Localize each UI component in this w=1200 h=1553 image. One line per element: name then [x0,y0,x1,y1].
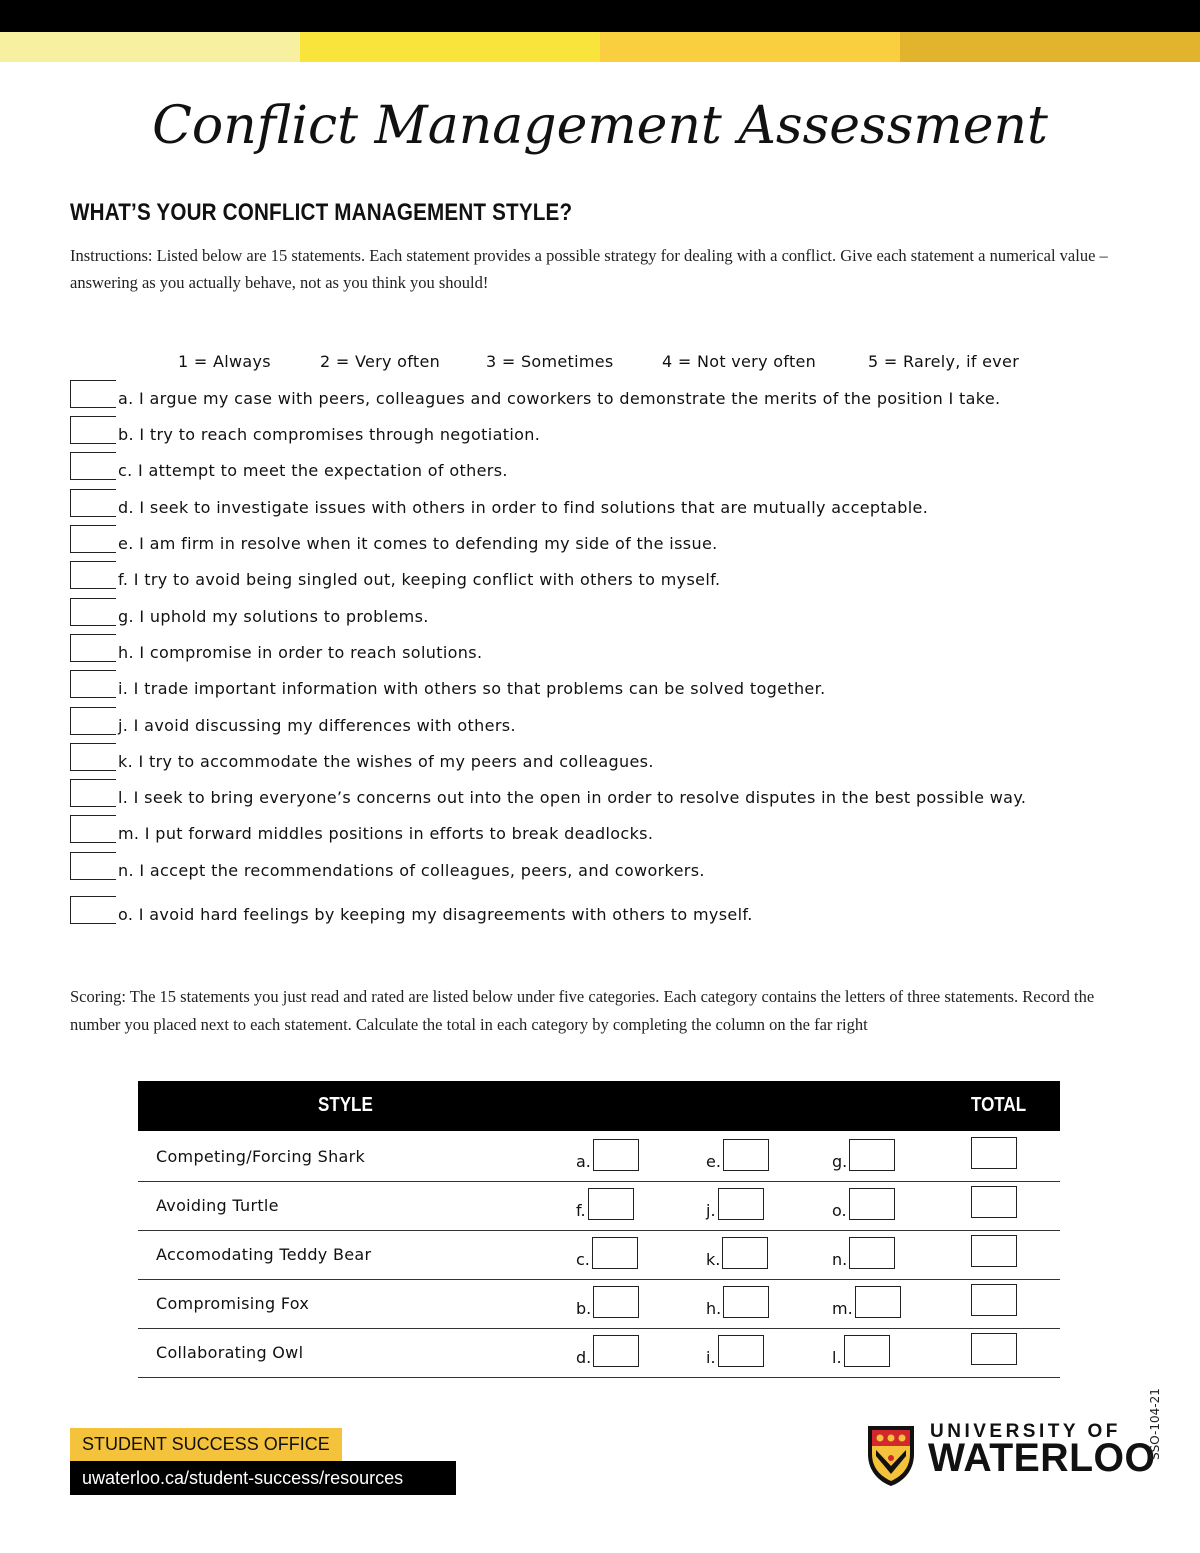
letter-label: k. [706,1250,721,1269]
statement-a [70,376,1000,408]
score-cell [832,1186,895,1220]
statement-text: c. I attempt to meet the expectation of others. [118,461,508,480]
score-box[interactable] [718,1188,764,1220]
rating-box-f[interactable] [70,561,116,589]
total-box[interactable] [971,1137,1017,1169]
score-box[interactable] [849,1188,895,1220]
statement-l [70,775,1026,807]
score-box[interactable] [723,1139,769,1171]
table-row [138,1133,1060,1182]
statement-text: h. I compromise in order to reach solutions. [118,643,483,662]
letter-label: c. [576,1250,590,1269]
score-cell [832,1284,901,1318]
statement-e [70,521,718,553]
top-black-bar [0,0,1200,32]
style-name: Collaborating Owl [156,1343,304,1362]
university-line-1: UNIVERSITY OF [930,1421,1121,1442]
statement-text: i. I trade important information with others so that problems can be solved together. [118,679,826,698]
scoring-text: Scoring: The 15 statements you just read and rated are listed below under five categories. Each category contains the letters of three statements. Record the number you placed next to each statement. Calculate the total in each category by completing the column on the far right [70,987,1095,1034]
scale-5: 5 = Rarely, if ever [868,352,1020,371]
section-heading: WHAT’S YOUR CONFLICT MANAGEMENT STYLE? [70,199,573,226]
rating-box-d[interactable] [70,489,116,517]
office-label: STUDENT SUCCESS OFFICE [70,1428,342,1461]
score-table-header [138,1081,1060,1131]
header-style: STYLE [318,1094,373,1116]
statement-text: j. I avoid discussing my differences with others. [118,716,516,735]
statement-text: a. I argue my case with peers, colleagues and coworkers to demonstrate the merits of the position I take. [118,389,1001,408]
rating-box-l[interactable] [70,779,116,807]
score-cell [706,1333,764,1367]
table-row [138,1182,1060,1231]
statement-text: n. I accept the recommendations of colleagues, peers, and coworkers. [118,861,705,880]
waterloo-crest-icon [866,1424,916,1488]
score-cell [832,1137,895,1171]
score-box[interactable] [722,1237,768,1269]
letter-label: b. [576,1299,592,1318]
score-box[interactable] [855,1286,901,1318]
score-box[interactable] [718,1335,764,1367]
score-cell [832,1333,890,1367]
style-name: Competing/Forcing Shark [156,1147,366,1166]
style-name: Accomodating Teddy Bear [156,1245,372,1264]
stripe-4 [900,32,1200,62]
rating-box-m[interactable] [70,815,116,843]
score-box[interactable] [849,1139,895,1171]
rating-box-e[interactable] [70,525,116,553]
statement-text: g. I uphold my solutions to problems. [118,607,429,626]
rating-box-o[interactable] [70,896,116,924]
table-row [138,1231,1060,1280]
color-stripes [0,32,1200,62]
statement-d [70,485,928,517]
score-cell [576,1333,639,1367]
scale-2: 2 = Very often [320,352,441,371]
university-line-2: WATERLOO [928,1436,1156,1480]
score-cell [576,1235,638,1269]
total-box[interactable] [971,1186,1017,1218]
scale-4: 4 = Not very often [662,352,817,371]
rating-box-c[interactable] [70,452,116,480]
letter-label: m. [832,1299,853,1318]
score-box[interactable] [723,1286,769,1318]
rating-box-i[interactable] [70,670,116,698]
rating-box-a[interactable] [70,380,116,408]
letter-label: n. [832,1250,848,1269]
score-box[interactable] [588,1188,634,1220]
statement-text: e. I am firm in resolve when it comes to defending my side of the issue. [118,534,718,553]
rating-box-k[interactable] [70,743,116,771]
score-cell [576,1284,639,1318]
statement-f [70,557,720,589]
table-row [138,1329,1060,1378]
rating-box-n[interactable] [70,852,116,880]
statement-text: f. I try to avoid being singled out, keeping conflict with others to myself. [118,570,721,589]
letter-label: h. [706,1299,722,1318]
statement-text: l. I seek to bring everyone’s concerns out into the open in order to resolve disputes in the best possible way. [118,788,1027,807]
header-total: TOTAL [971,1094,1027,1116]
score-cell [576,1137,639,1171]
letter-label: j. [706,1201,716,1220]
statement-m [70,811,653,843]
statement-o [70,892,753,924]
scale-3: 3 = Sometimes [486,352,614,371]
score-box[interactable] [593,1139,639,1171]
total-box[interactable] [971,1333,1017,1365]
statement-b [70,412,540,444]
score-cell [706,1284,769,1318]
score-box[interactable] [593,1286,639,1318]
document-code: SSO-104-21 [1148,1388,1162,1460]
instructions-text: Instructions: Listed below are 15 statements. Each statement provides a possible strategy for dealing with a conflict. Give each statement a numerical value – answering as you actually behave, not as you think you should! [70,246,1108,292]
score-cell [832,1235,895,1269]
style-name: Avoiding Turtle [156,1196,279,1215]
score-box[interactable] [593,1335,639,1367]
letter-label: a. [576,1152,591,1171]
score-box[interactable] [592,1237,638,1269]
statement-k [70,739,654,771]
statement-h [70,630,482,662]
statement-text: o. I avoid hard feelings by keeping my disagreements with others to myself. [118,905,753,924]
style-name: Compromising Fox [156,1294,310,1313]
stripe-1 [0,32,300,62]
letter-label: g. [832,1152,848,1171]
score-cell [706,1235,768,1269]
statement-n [70,848,705,880]
stripe-2 [300,32,600,62]
statement-text: m. I put forward middles positions in efforts to break deadlocks. [118,824,654,843]
rating-box-g[interactable] [70,598,116,626]
table-row [138,1280,1060,1329]
statement-g [70,594,429,626]
page-title: Conflict Management Assessment [152,96,1048,156]
rating-box-h[interactable] [70,634,116,662]
letter-label: e. [706,1152,721,1171]
letter-label: d. [576,1348,592,1367]
total-box[interactable] [971,1235,1017,1267]
score-cell [706,1137,769,1171]
letter-label: f. [576,1201,586,1220]
total-box[interactable] [971,1284,1017,1316]
rating-box-j[interactable] [70,707,116,735]
statement-text: d. I seek to investigate issues with others in order to find solutions that are mutually acceptable. [118,498,929,517]
letter-label: l. [832,1348,842,1367]
score-box[interactable] [849,1237,895,1269]
scale-1: 1 = Always [178,352,271,371]
stripe-3 [600,32,900,62]
statement-text: k. I try to accommodate the wishes of my peers and colleagues. [118,752,654,771]
letter-label: i. [706,1348,716,1367]
statement-j [70,703,516,735]
statement-i [70,666,826,698]
statement-text: b. I try to reach compromises through negotiation. [118,425,541,444]
rating-box-b[interactable] [70,416,116,444]
score-cell [706,1186,764,1220]
statement-c [70,448,508,480]
letter-label: o. [832,1201,847,1220]
score-box[interactable] [844,1335,890,1367]
resources-link[interactable]: uwaterloo.ca/student-success/resources [70,1461,456,1495]
score-cell [576,1186,634,1220]
